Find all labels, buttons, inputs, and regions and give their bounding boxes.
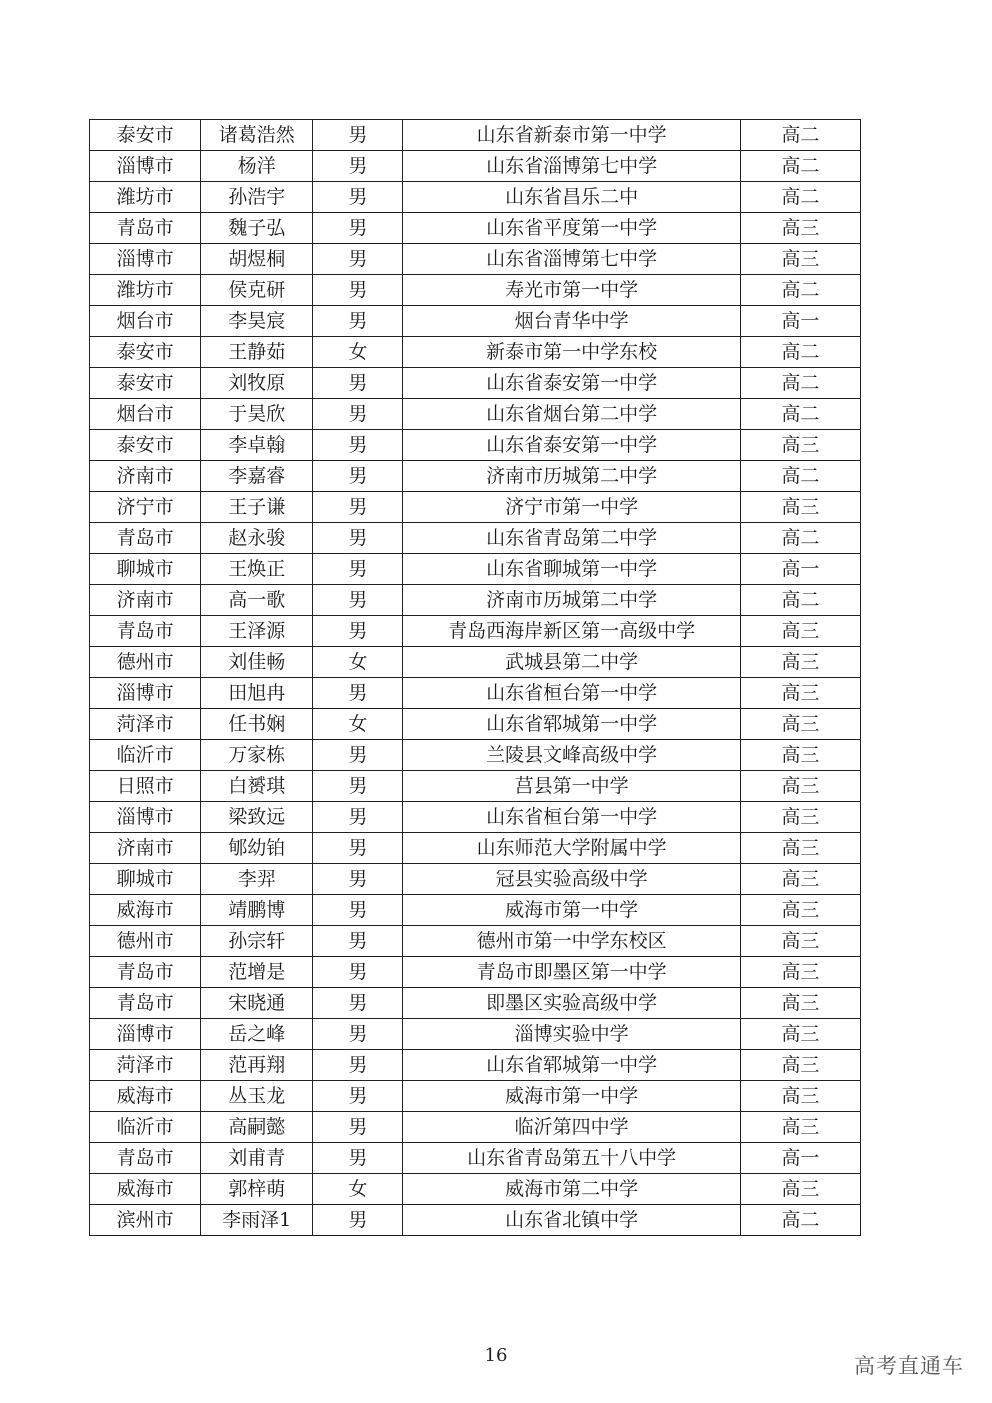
gender-cell: 男 [313, 430, 403, 461]
table-row [90, 523, 861, 554]
grade-cell: 高三 [740, 213, 860, 244]
gender-cell: 男 [313, 492, 403, 523]
grade-cell: 高三 [740, 740, 860, 771]
gender-cell: 男 [313, 771, 403, 802]
city-cell: 济南市 [90, 461, 201, 492]
city-cell: 菏泽市 [90, 709, 201, 740]
student-name-cell: 田旭冉 [201, 678, 313, 709]
student-name-cell: 孙浩宇 [201, 182, 313, 213]
table-row [90, 430, 861, 461]
city-cell: 济南市 [90, 833, 201, 864]
school-cell: 山东省泰安第一中学 [403, 430, 740, 461]
table-row [90, 957, 861, 988]
school-cell: 威海市第一中学 [403, 895, 740, 926]
school-cell: 兰陵县文峰高级中学 [403, 740, 740, 771]
student-name-cell: 赵永骏 [201, 523, 313, 554]
city-cell: 泰安市 [90, 368, 201, 399]
gender-cell: 男 [313, 523, 403, 554]
student-name-cell: 高一歌 [201, 585, 313, 616]
student-name-cell: 孙宗轩 [201, 926, 313, 957]
gender-cell: 男 [313, 368, 403, 399]
grade-cell: 高一 [740, 306, 860, 337]
student-name-cell: 王子谦 [201, 492, 313, 523]
school-cell: 冠县实验高级中学 [403, 864, 740, 895]
grade-cell: 高二 [740, 368, 860, 399]
gender-cell: 男 [313, 740, 403, 771]
school-cell: 淄博实验中学 [403, 1019, 740, 1050]
school-cell: 山东省聊城第一中学 [403, 554, 740, 585]
gender-cell: 女 [313, 709, 403, 740]
table-row [90, 337, 861, 368]
gender-cell: 男 [313, 213, 403, 244]
city-cell: 菏泽市 [90, 1050, 201, 1081]
school-cell: 山东省平度第一中学 [403, 213, 740, 244]
city-cell: 青岛市 [90, 213, 201, 244]
grade-cell: 高三 [740, 771, 860, 802]
table-row [90, 151, 861, 182]
grade-cell: 高三 [740, 1050, 860, 1081]
grade-cell: 高三 [740, 926, 860, 957]
table-row [90, 182, 861, 213]
student-name-cell: 高嗣懿 [201, 1112, 313, 1143]
student-name-cell: 李雨泽1 [201, 1205, 313, 1236]
grade-cell: 高一 [740, 554, 860, 585]
table-row [90, 368, 861, 399]
city-cell: 聊城市 [90, 554, 201, 585]
student-name-cell: 李卓翰 [201, 430, 313, 461]
school-cell: 山东师范大学附属中学 [403, 833, 740, 864]
school-cell: 临沂第四中学 [403, 1112, 740, 1143]
gender-cell: 男 [313, 151, 403, 182]
student-name-cell: 诸葛浩然 [201, 120, 313, 151]
school-cell: 莒县第一中学 [403, 771, 740, 802]
table-row [90, 771, 861, 802]
city-cell: 聊城市 [90, 864, 201, 895]
city-cell: 淄博市 [90, 244, 201, 275]
school-cell: 山东省新泰市第一中学 [403, 120, 740, 151]
school-cell: 青岛市即墨区第一中学 [403, 957, 740, 988]
roster-table [89, 119, 861, 1236]
school-cell: 山东省郓城第一中学 [403, 1050, 740, 1081]
grade-cell: 高二 [740, 461, 860, 492]
grade-cell: 高三 [740, 1174, 860, 1205]
grade-cell: 高三 [740, 1112, 860, 1143]
table-row [90, 833, 861, 864]
table-row [90, 678, 861, 709]
student-name-cell: 于昊欣 [201, 399, 313, 430]
gender-cell: 男 [313, 275, 403, 306]
city-cell: 济南市 [90, 585, 201, 616]
grade-cell: 高二 [740, 523, 860, 554]
city-cell: 青岛市 [90, 523, 201, 554]
city-cell: 临沂市 [90, 1112, 201, 1143]
city-cell: 泰安市 [90, 120, 201, 151]
table-row [90, 740, 861, 771]
table-row [90, 492, 861, 523]
grade-cell: 高三 [740, 647, 860, 678]
gender-cell: 男 [313, 802, 403, 833]
school-cell: 即墨区实验高级中学 [403, 988, 740, 1019]
grade-cell: 高二 [740, 182, 860, 213]
grade-cell: 高二 [740, 1205, 860, 1236]
table-row [90, 1112, 861, 1143]
student-name-cell: 刘甫青 [201, 1143, 313, 1174]
gender-cell: 男 [313, 1019, 403, 1050]
grade-cell: 高三 [740, 802, 860, 833]
city-cell: 威海市 [90, 895, 201, 926]
school-cell: 山东省青岛第二中学 [403, 523, 740, 554]
city-cell: 青岛市 [90, 616, 201, 647]
school-cell: 山东省桓台第一中学 [403, 678, 740, 709]
gender-cell: 男 [313, 554, 403, 585]
gender-cell: 男 [313, 461, 403, 492]
school-cell: 威海市第一中学 [403, 1081, 740, 1112]
student-name-cell: 郭梓萌 [201, 1174, 313, 1205]
city-cell: 德州市 [90, 926, 201, 957]
student-name-cell: 魏子弘 [201, 213, 313, 244]
grade-cell: 高三 [740, 244, 860, 275]
student-name-cell: 靖鹏博 [201, 895, 313, 926]
table-row [90, 1205, 861, 1236]
school-cell: 山东省北镇中学 [403, 1205, 740, 1236]
gender-cell: 男 [313, 895, 403, 926]
table-row [90, 399, 861, 430]
table-row [90, 120, 861, 151]
gender-cell: 男 [313, 616, 403, 647]
city-cell: 济宁市 [90, 492, 201, 523]
city-cell: 威海市 [90, 1081, 201, 1112]
gender-cell: 男 [313, 585, 403, 616]
gender-cell: 男 [313, 399, 403, 430]
gender-cell: 男 [313, 120, 403, 151]
grade-cell: 高三 [740, 1081, 860, 1112]
student-name-cell: 范再翔 [201, 1050, 313, 1081]
gender-cell: 男 [313, 957, 403, 988]
school-cell: 武城县第二中学 [403, 647, 740, 678]
student-name-cell: 侯克研 [201, 275, 313, 306]
grade-cell: 高二 [740, 399, 860, 430]
school-cell: 山东省桓台第一中学 [403, 802, 740, 833]
gender-cell: 女 [313, 1174, 403, 1205]
student-name-cell: 范增是 [201, 957, 313, 988]
grade-cell: 高三 [740, 678, 860, 709]
school-cell: 山东省淄博第七中学 [403, 151, 740, 182]
table-row [90, 988, 861, 1019]
grade-cell: 高三 [740, 864, 860, 895]
grade-cell: 高三 [740, 895, 860, 926]
city-cell: 威海市 [90, 1174, 201, 1205]
school-cell: 烟台青华中学 [403, 306, 740, 337]
gender-cell: 男 [313, 678, 403, 709]
grade-cell: 高三 [740, 430, 860, 461]
gender-cell: 男 [313, 1050, 403, 1081]
table-row [90, 306, 861, 337]
city-cell: 青岛市 [90, 957, 201, 988]
student-name-cell: 万家栋 [201, 740, 313, 771]
city-cell: 临沂市 [90, 740, 201, 771]
gender-cell: 男 [313, 1081, 403, 1112]
gender-cell: 女 [313, 337, 403, 368]
city-cell: 德州市 [90, 647, 201, 678]
school-cell: 济宁市第一中学 [403, 492, 740, 523]
table-row [90, 709, 861, 740]
school-cell: 山东省昌乐二中 [403, 182, 740, 213]
school-cell: 济南市历城第二中学 [403, 585, 740, 616]
school-cell: 青岛西海岸新区第一高级中学 [403, 616, 740, 647]
grade-cell: 高二 [740, 120, 860, 151]
school-cell: 寿光市第一中学 [403, 275, 740, 306]
table-row [90, 461, 861, 492]
table-row [90, 585, 861, 616]
grade-cell: 高二 [740, 151, 860, 182]
table-row [90, 895, 861, 926]
student-name-cell: 刘佳畅 [201, 647, 313, 678]
school-cell: 山东省郓城第一中学 [403, 709, 740, 740]
watermark-text: 高考直通车 [854, 1354, 964, 1378]
table-row [90, 864, 861, 895]
student-name-cell: 杨洋 [201, 151, 313, 182]
gender-cell: 男 [313, 833, 403, 864]
city-cell: 潍坊市 [90, 275, 201, 306]
grade-cell: 高三 [740, 492, 860, 523]
grade-cell: 高三 [740, 833, 860, 864]
gender-cell: 男 [313, 244, 403, 275]
table-row [90, 926, 861, 957]
grade-cell: 高三 [740, 616, 860, 647]
school-cell: 山东省青岛第五十八中学 [403, 1143, 740, 1174]
table-row [90, 275, 861, 306]
school-cell: 山东省烟台第二中学 [403, 399, 740, 430]
school-cell: 济南市历城第二中学 [403, 461, 740, 492]
grade-cell: 高三 [740, 1019, 860, 1050]
gender-cell: 女 [313, 647, 403, 678]
student-name-cell: 王泽源 [201, 616, 313, 647]
grade-cell: 高三 [740, 709, 860, 740]
table-row [90, 554, 861, 585]
student-name-cell: 王静茹 [201, 337, 313, 368]
city-cell: 泰安市 [90, 430, 201, 461]
student-name-cell: 任书娴 [201, 709, 313, 740]
city-cell: 淄博市 [90, 802, 201, 833]
student-name-cell: 李昊宸 [201, 306, 313, 337]
city-cell: 潍坊市 [90, 182, 201, 213]
gender-cell: 男 [313, 1112, 403, 1143]
city-cell: 青岛市 [90, 1143, 201, 1174]
city-cell: 烟台市 [90, 306, 201, 337]
student-name-cell: 白赟琪 [201, 771, 313, 802]
roster-table-body [90, 120, 861, 1236]
table-row [90, 1019, 861, 1050]
student-name-cell: 王焕正 [201, 554, 313, 585]
table-row [90, 802, 861, 833]
student-name-cell: 刘牧原 [201, 368, 313, 399]
student-name-cell: 宋晓通 [201, 988, 313, 1019]
student-name-cell: 李羿 [201, 864, 313, 895]
gender-cell: 男 [313, 1205, 403, 1236]
student-name-cell: 李嘉睿 [201, 461, 313, 492]
city-cell: 烟台市 [90, 399, 201, 430]
city-cell: 淄博市 [90, 1019, 201, 1050]
grade-cell: 高三 [740, 957, 860, 988]
gender-cell: 男 [313, 864, 403, 895]
school-cell: 德州市第一中学东校区 [403, 926, 740, 957]
school-cell: 山东省泰安第一中学 [403, 368, 740, 399]
school-cell: 山东省淄博第七中学 [403, 244, 740, 275]
gender-cell: 男 [313, 926, 403, 957]
grade-cell: 高一 [740, 1143, 860, 1174]
table-row [90, 616, 861, 647]
student-name-cell: 岳之峰 [201, 1019, 313, 1050]
page-number: 16 [484, 1345, 508, 1366]
city-cell: 滨州市 [90, 1205, 201, 1236]
grade-cell: 高二 [740, 275, 860, 306]
school-cell: 威海市第二中学 [403, 1174, 740, 1205]
table-row [90, 1050, 861, 1081]
city-cell: 日照市 [90, 771, 201, 802]
table-row [90, 1174, 861, 1205]
grade-cell: 高二 [740, 337, 860, 368]
city-cell: 淄博市 [90, 678, 201, 709]
student-name-cell: 胡煜桐 [201, 244, 313, 275]
table-row [90, 213, 861, 244]
grade-cell: 高二 [740, 585, 860, 616]
table-row [90, 1143, 861, 1174]
student-name-cell: 梁致远 [201, 802, 313, 833]
table-row [90, 647, 861, 678]
table-row [90, 1081, 861, 1112]
gender-cell: 男 [313, 182, 403, 213]
student-name-cell: 丛玉龙 [201, 1081, 313, 1112]
city-cell: 青岛市 [90, 988, 201, 1019]
gender-cell: 男 [313, 988, 403, 1019]
school-cell: 新泰市第一中学东校 [403, 337, 740, 368]
city-cell: 淄博市 [90, 151, 201, 182]
city-cell: 泰安市 [90, 337, 201, 368]
grade-cell: 高三 [740, 988, 860, 1019]
gender-cell: 男 [313, 1143, 403, 1174]
table-row [90, 244, 861, 275]
student-name-cell: 郇幼铂 [201, 833, 313, 864]
gender-cell: 男 [313, 306, 403, 337]
